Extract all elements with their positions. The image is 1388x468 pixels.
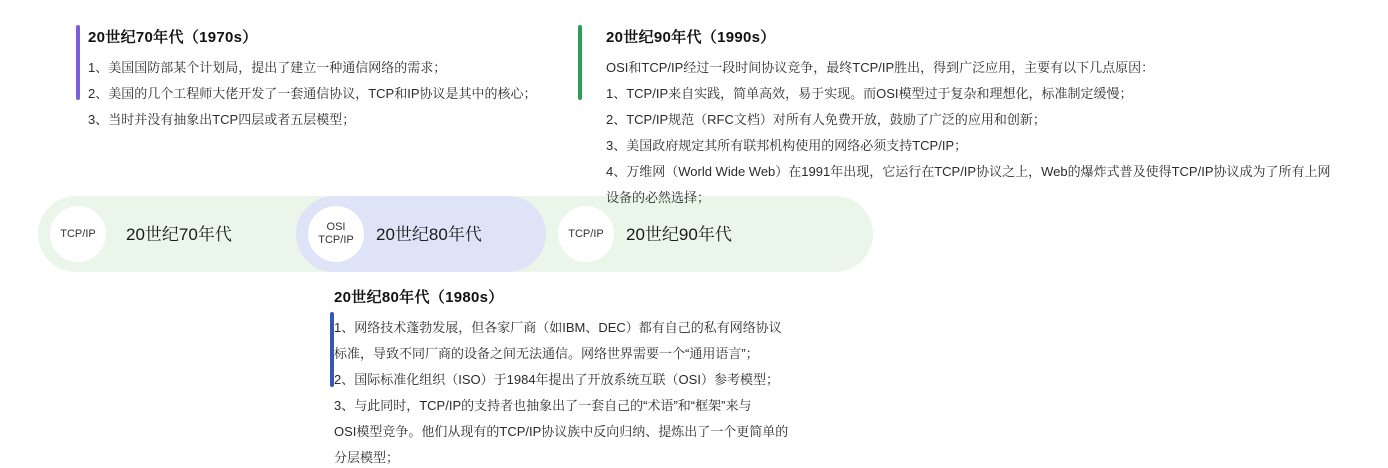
- callout-line: 分层模型；: [334, 450, 400, 465]
- timeline-node-1970s[interactable]: [50, 206, 106, 262]
- callout-title-1990s: 20世纪90年代（1990s）: [606, 29, 776, 46]
- timeline-era-label-1970s: 20世纪70年代: [126, 225, 232, 244]
- node-protocol-label: TCP/IP: [60, 227, 96, 240]
- node-protocol-label-tcpip: TCP/IP: [318, 234, 354, 246]
- callout-line: 2、TCP/IP规范（RFC文档）对所有人免费开放，鼓励了广泛的应用和创新；: [606, 112, 1046, 127]
- callout-line: 4、万维网（World Wide Web）在1991年出现，它运行在TCP/IP协议之上，Web的爆炸式普及使得TCP/IP协议成为了所有上网: [606, 164, 1331, 179]
- callout-line: 2、美国的几个工程师大佬开发了一套通信协议，TCP和IP协议是其中的核心；: [88, 86, 537, 101]
- callout-line: 1、美国国防部某个计划局，提出了建立一种通信网络的需求；: [88, 60, 447, 75]
- callout-title-1970s: 20世纪70年代（1970s）: [88, 29, 258, 46]
- node-protocol-label-osi: OSI: [326, 221, 346, 233]
- callout-title-1980s: 20世纪80年代（1980s）: [334, 289, 504, 306]
- callout-line: 1、TCP/IP来自实践，简单高效，易于实现。而OSI模型过于复杂和理想化，标准制定缓慢；: [606, 86, 1133, 101]
- timeline-era-label-1990s: 20世纪90年代: [626, 225, 732, 244]
- node-protocol-label: TCP/IP: [568, 227, 604, 240]
- connector-stem-1970s: [76, 25, 80, 100]
- timeline-node-1980s[interactable]: [308, 206, 364, 262]
- callout-line: 标准，导致不同厂商的设备之间无法通信。网络世界需要一个“通用语言”；: [334, 346, 759, 361]
- callout-1980s: [334, 286, 854, 468]
- callout-line: 2、国际标准化组织（ISO）于1984年提出了开放系统互联（OSI）参考模型；: [334, 372, 779, 387]
- callout-line: 3、与此同时，TCP/IP的支持者也抽象出了一套自己的“术语”和“框架”来与: [334, 398, 752, 413]
- callout-1990s: [606, 26, 1376, 208]
- callout-line: 1、网络技术蓬勃发展，但各家厂商（如IBM、DEC）都有自己的私有网络协议: [334, 320, 782, 335]
- callout-line: OSI和TCP/IP经过一段时间协议竞争，最终TCP/IP胜出，得到广泛应用，主要有以下几点原因：: [606, 60, 1155, 75]
- timeline-era-label-1980s: 20世纪80年代: [376, 225, 482, 244]
- callout-line: OSI模型竞争。他们从现有的TCP/IP协议族中反向归纳、提炼出了一个更简单的: [334, 424, 789, 439]
- callout-line: 3、美国政府规定其所有联邦机构使用的网络必须支持TCP/IP；: [606, 138, 968, 153]
- callout-line: 设备的必然选择；: [606, 190, 711, 205]
- callout-1970s: [88, 26, 558, 130]
- callout-line: 3、当时并没有抽象出TCP四层或者五层模型；: [88, 112, 356, 127]
- connector-stem-1990s: [578, 25, 582, 100]
- timeline-node-1990s[interactable]: [558, 206, 614, 262]
